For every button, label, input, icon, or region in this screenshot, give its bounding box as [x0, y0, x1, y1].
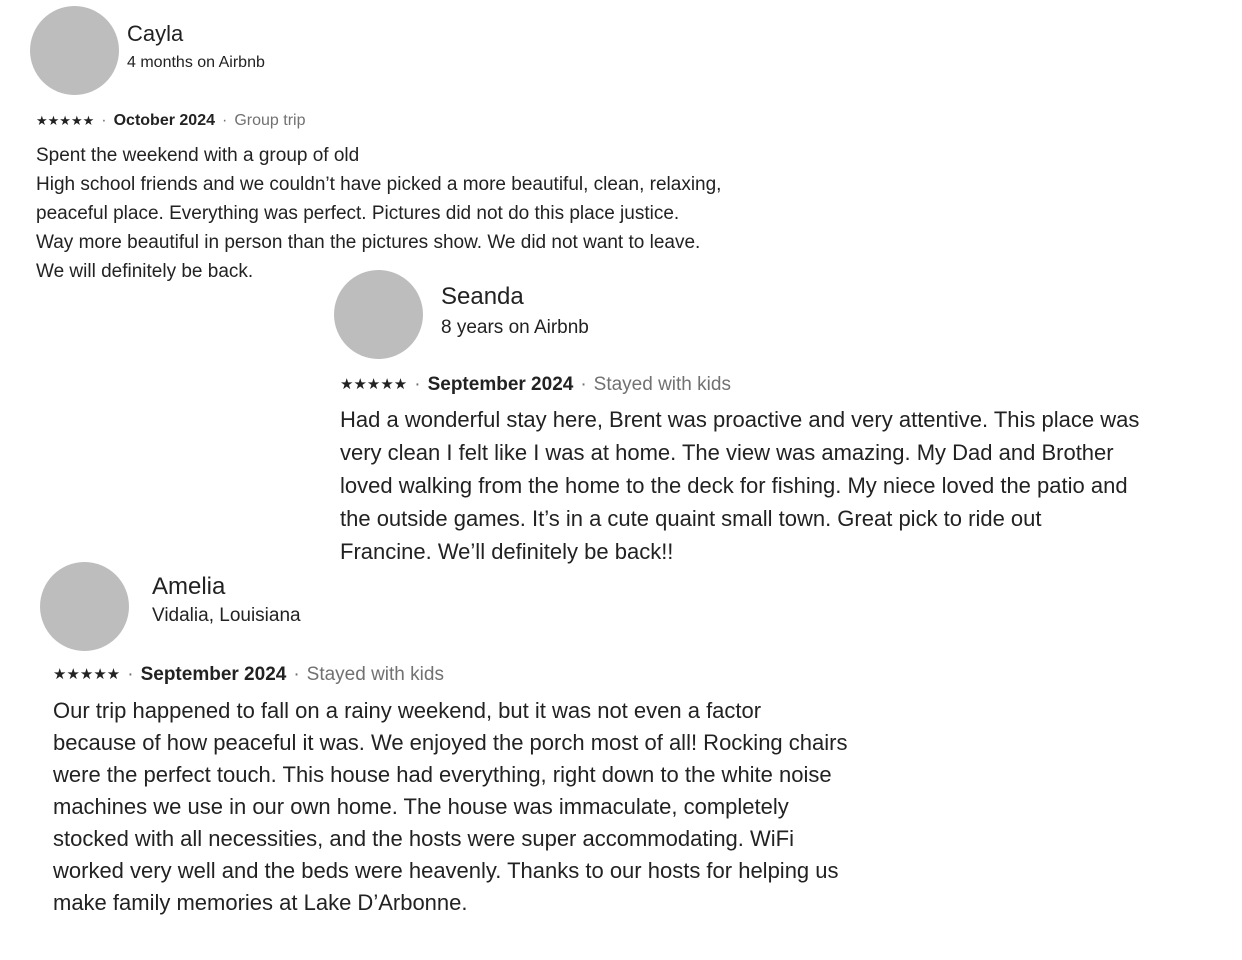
trip-type: Group trip — [234, 112, 306, 129]
separator-dot: · — [127, 664, 134, 685]
trip-type: Stayed with kids — [306, 664, 444, 685]
separator-dot: · — [101, 112, 107, 129]
star-rating-icon: ★★★★★ — [340, 376, 408, 393]
reviewer-tenure: 4 months on Airbnb — [127, 53, 265, 71]
separator-dot: · — [293, 664, 300, 685]
review-meta — [53, 663, 920, 687]
reviewer-location: Vidalia, Louisiana — [152, 604, 301, 626]
separator-dot: · — [580, 374, 587, 395]
avatar[interactable] — [40, 562, 129, 651]
avatar[interactable] — [334, 270, 423, 359]
reviewer-info — [441, 282, 589, 340]
star-rating-icon: ★★★★★ — [53, 666, 121, 683]
review-header — [30, 6, 830, 95]
review-header — [40, 562, 920, 651]
separator-dot: · — [222, 112, 228, 129]
avatar[interactable] — [30, 6, 119, 95]
review-card-amelia — [40, 562, 920, 919]
trip-type: Stayed with kids — [593, 374, 731, 395]
review-meta — [340, 373, 1214, 397]
reviewer-name[interactable]: Cayla — [127, 20, 184, 46]
review-text: Had a wonderful stay here, Brent was proactive and very attentive. This place was very clean I felt like I was at home. The view was amazing. My Dad and Brother loved walking from the home to the deck for fishing. My niece loved the patio and the outside games. It’s in a cute quaint small town. Great pick to ride out Francine. We’ll definitely be back!! — [340, 407, 1140, 564]
separator-dot: · — [414, 374, 421, 395]
review-header — [334, 270, 1214, 359]
review-date: September 2024 — [427, 374, 574, 395]
reviewer-tenure: 8 years on Airbnb — [441, 316, 589, 338]
star-rating-icon: ★★★★★ — [36, 113, 95, 128]
review-date: October 2024 — [113, 112, 215, 129]
reviewer-info — [152, 572, 301, 628]
reviewer-info — [127, 20, 265, 74]
review-date: September 2024 — [140, 664, 287, 685]
review-card-seanda — [334, 270, 1214, 568]
reviewer-name[interactable]: Amelia — [152, 572, 226, 600]
review-text: Our trip happened to fall on a rainy weekend, but it was not even a factor because of how peaceful it was. We enjoyed the porch most of all! Rocking chairs were the perfect touch. This house had everything, right down to the white noise machines we use in our own home. The house was immaculate, completely stocked with all necessities, and the hosts were super accommodating. WiFi worked very well and the beds were heavenly. Thanks to our hosts for helping us make family memories at Lake D’Arbonne. — [53, 698, 848, 915]
review-card-cayla — [30, 6, 830, 286]
review-meta — [36, 111, 830, 131]
review-text: Spent the weekend with a group of old High school friends and we couldn’t have picked a more beautiful, clean, relaxing, peaceful place. Everything was perfect. Pictures did not do this place justice. Way more beautiful in person than the pictures show. We did not want to leave. We will definitely be back. — [36, 145, 722, 282]
reviewer-name[interactable]: Seanda — [441, 282, 524, 310]
